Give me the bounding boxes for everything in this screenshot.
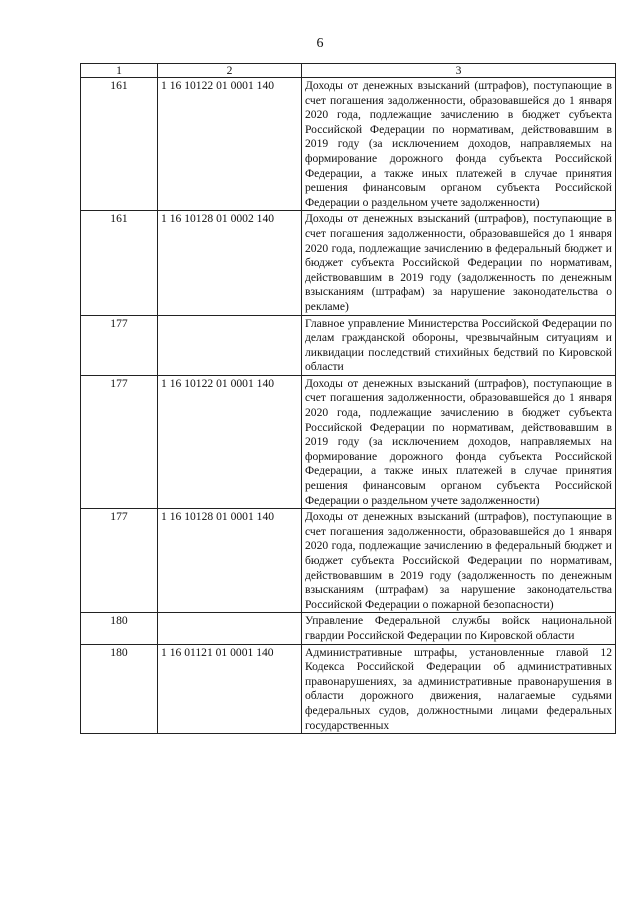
revenue-code-cell: 1 16 10128 01 0001 140 <box>158 509 302 613</box>
revenue-code-cell <box>158 315 302 375</box>
admin-code-cell: 177 <box>81 509 158 613</box>
table-row <box>81 211 616 315</box>
description-cell: Доходы от денежных взысканий (штрафов), поступающие в счет погашения задолженности, образовавшейся до 1 января 2020 года, подлежащие зачислению в бюджет субъекта Российской Федерации по нормативам, действовавшим в 2019 году (за исключением доходов, направляемых на формирование дорожного фонда субъекта Российской Федерации, а также иных платежей в случае принятия решения финансовым органом субъекта Российской Федерации о раздельном учете задолженности) <box>302 375 616 508</box>
admin-code-cell: 177 <box>81 315 158 375</box>
description-cell: Доходы от денежных взысканий (штрафов), поступающие в счет погашения задолженности, образовавшейся до 1 января 2020 года, подлежащие зачислению в бюджет субъекта Российской Федерации по нормативам, действовавшим в 2019 году (за исключением доходов, направляемых на формирование дорожного фонда субъекта Российской Федерации, а также иных платежей в случае принятия решения финансовым органом субъекта Российской Федерации о раздельном учете задолженности) <box>302 78 616 211</box>
admin-code-cell: 180 <box>81 613 158 644</box>
admin-code-cell: 161 <box>81 78 158 211</box>
description-cell: Административные штрафы, установленные главой 12 Кодекса Российской Федерации об административных правонарушениях, за административные правонарушения в области дорожного движения, налагаемые судьями федеральных судов, должностными лицами федеральных государственных <box>302 644 616 734</box>
column-header-3: 3 <box>302 64 616 78</box>
table-row <box>81 613 616 644</box>
description-cell: Главное управление Министерства Российской Федерации по делам гражданской обороны, чрезвычайным ситуациям и ликвидации последствий стихийных бедствий по Кировской области <box>302 315 616 375</box>
revenue-code-cell: 1 16 10128 01 0002 140 <box>158 211 302 315</box>
description-cell: Управление Федеральной службы войск национальной гвардии Российской Федерации по Кировской области <box>302 613 616 644</box>
revenue-code-cell <box>158 613 302 644</box>
revenue-code-cell: 1 16 10122 01 0001 140 <box>158 375 302 508</box>
admin-code-cell: 161 <box>81 211 158 315</box>
table-row <box>81 509 616 613</box>
table-row <box>81 644 616 734</box>
revenue-codes-table <box>80 63 616 734</box>
description-cell: Доходы от денежных взысканий (штрафов), поступающие в счет погашения задолженности, образовавшейся до 1 января 2020 года, подлежащие зачислению в федеральный бюджет и бюджет субъекта Российской Федерации по нормативам, действовавшим в 2019 году (задолженность по денежным взысканиям (штрафам) за нарушение законодательства о рекламе) <box>302 211 616 315</box>
column-header-2: 2 <box>158 64 302 78</box>
table-row <box>81 375 616 508</box>
column-header-1: 1 <box>81 64 158 78</box>
table-header-row <box>81 64 616 78</box>
page-number: 6 <box>316 36 324 51</box>
table-row <box>81 78 616 211</box>
revenue-code-cell: 1 16 10122 01 0001 140 <box>158 78 302 211</box>
admin-code-cell: 177 <box>81 375 158 508</box>
admin-code-cell: 180 <box>81 644 158 734</box>
table-row <box>81 315 616 375</box>
revenue-code-cell: 1 16 01121 01 0001 140 <box>158 644 302 734</box>
description-cell: Доходы от денежных взысканий (штрафов), поступающие в счет погашения задолженности, образовавшейся до 1 января 2020 года, подлежащие зачислению в федеральный бюджет и бюджет субъекта Российской Федерации по нормативам, действовавшим в 2019 году (задолженность по денежным взысканиям (штрафам) за нарушение законодательства Российской Федерации о пожарной безопасности) <box>302 509 616 613</box>
